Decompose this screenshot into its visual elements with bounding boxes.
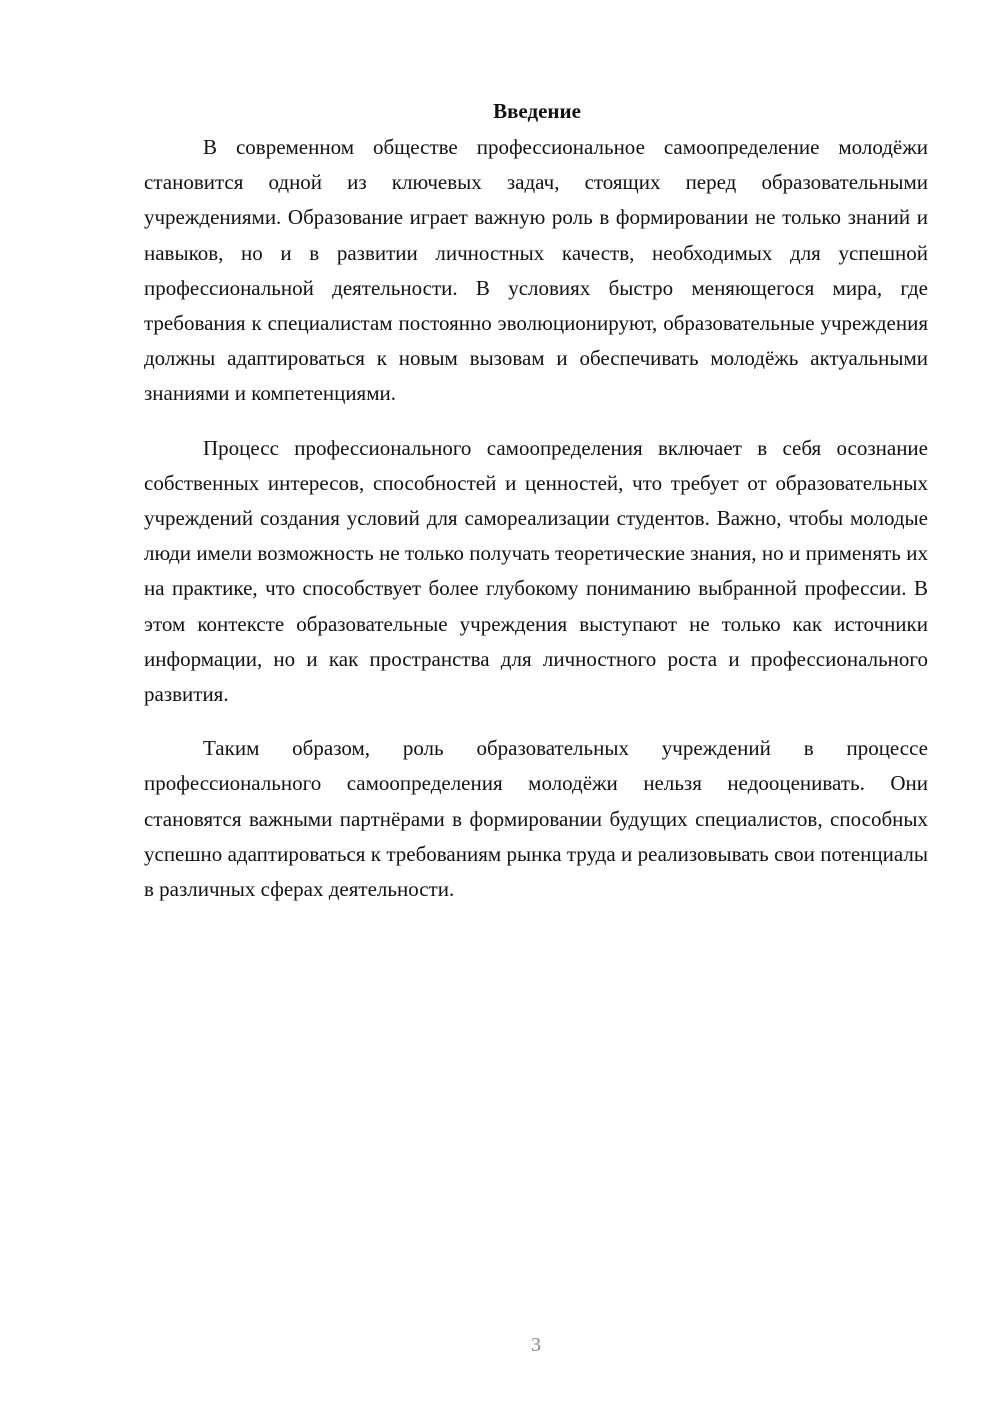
- paragraph-3: Таким образом, роль образовательных учреждений в процессе профессионального самоопределения молодёжи нельзя недооценивать. Они становятся важными партнёрами в формировании будущих специалистов, способных успешно адаптироваться к требованиям рынка труда и реализовывать свои потенциалы в различных сферах деятельности.: [144, 736, 928, 902]
- paragraph-2: Процесс профессионального самоопределения включает в себя осознание собственных интересов, способностей и ценностей, что требует от образовательных учреждений создания условий для самореализации студентов. Важно, чтобы молодые люди имели возможность не только получать теоретические знания, но и применять их на практике, что способствует более глубокому пониманию выбранной профессии. В этом контексте образовательные учреждения выступают не только как источники информации, но и как пространства для личностного роста и профессионального развития.: [144, 435, 928, 707]
- page-number: 3: [531, 1334, 541, 1356]
- section-heading: Введение: [493, 99, 581, 123]
- page-content: [144, 96, 928, 926]
- paragraph-1: В современном обществе профессиональное самоопределение молодёжи становится одной из ключевых задач, стоящих перед образовательными учреждениями. Образование играет важную роль в формировании не только знаний и навыков, но и в развитии личностных качеств, необходимых для успешной профессиональной деятельности. В условиях быстро меняющегося мира, где требования к специалистам постоянно эволюционируют, образовательные учреждения должны адаптироваться к новым вызовам и обеспечивать молодёжь актуальными знаниями и компетенциями.: [144, 135, 928, 406]
